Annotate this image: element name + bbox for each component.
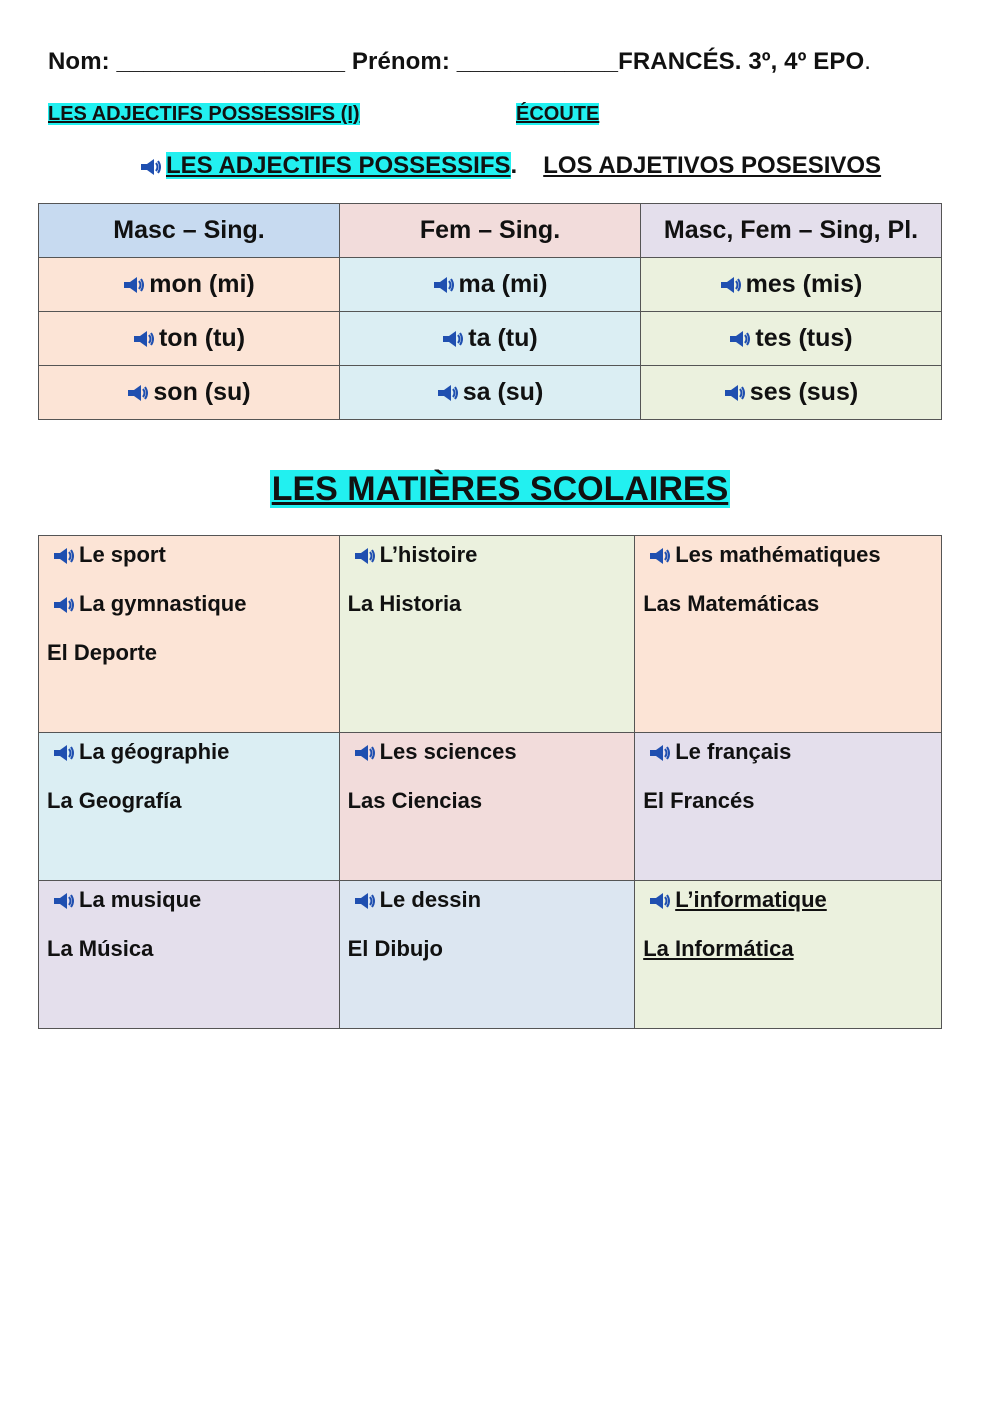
list-item[interactable] <box>47 540 331 589</box>
possessives-table <box>38 203 942 420</box>
word-text: sa (su) <box>462 378 544 406</box>
speaker-icon[interactable] <box>442 330 466 348</box>
course-period: . <box>864 48 872 75</box>
subject-francais <box>635 733 942 881</box>
table-row <box>39 366 942 420</box>
speaker-icon[interactable] <box>53 744 77 762</box>
list-item[interactable] <box>643 885 933 934</box>
speaker-icon[interactable] <box>433 276 457 294</box>
speaker-icon[interactable] <box>729 330 753 348</box>
speaker-icon[interactable] <box>133 330 157 348</box>
list-item[interactable] <box>643 540 933 589</box>
cell-ton[interactable] <box>39 312 340 366</box>
subject-histoire <box>339 536 635 733</box>
subjects-table <box>38 535 942 1029</box>
subject-es: El Deporte <box>47 640 158 665</box>
cell-mes[interactable] <box>641 258 942 312</box>
subject-fr: La géographie <box>79 739 230 764</box>
subject-es: La Informática <box>643 936 794 961</box>
word-text: mes (mis) <box>745 270 863 298</box>
header-fem-sing: Fem – Sing. <box>340 204 641 258</box>
subject-fr: La musique <box>79 887 202 912</box>
word-text: mon (mi) <box>149 270 255 298</box>
speaker-icon[interactable] <box>140 158 164 176</box>
possessives-title-fr: LES ADJECTIFS POSSESSIFS <box>166 152 511 179</box>
word-text: son (su) <box>153 378 251 406</box>
lesson-title <box>48 103 360 126</box>
subject-fr: Le dessin <box>379 887 482 912</box>
possessives-title-dot: . <box>510 152 518 179</box>
word-text: tes (tus) <box>755 324 853 352</box>
subjects-title-text: LES MATIÈRES SCOLAIRES <box>271 470 729 508</box>
speaker-icon[interactable] <box>354 744 378 762</box>
possessives-title-es: LOS ADJETIVOS POSESIVOS <box>543 152 882 179</box>
table-row <box>39 881 942 1029</box>
speaker-icon[interactable] <box>354 892 378 910</box>
table-row <box>39 733 942 881</box>
cell-tes[interactable] <box>641 312 942 366</box>
cell-ses[interactable] <box>641 366 942 420</box>
speaker-icon[interactable] <box>127 384 151 402</box>
subject-fr: Le sport <box>79 542 166 567</box>
word-text: ta (tu) <box>468 324 538 352</box>
header-masc-sing: Masc – Sing. <box>39 204 340 258</box>
list-item[interactable] <box>348 885 627 934</box>
cell-ma[interactable] <box>340 258 641 312</box>
subject-sciences <box>339 733 635 881</box>
speaker-icon[interactable] <box>649 744 673 762</box>
list-item[interactable] <box>47 589 331 638</box>
subject-es: La Historia <box>347 591 462 616</box>
cell-ta[interactable] <box>340 312 641 366</box>
list-item[interactable] <box>348 540 627 589</box>
table-row <box>39 536 942 733</box>
word-text: ma (mi) <box>458 270 548 298</box>
speaker-icon[interactable] <box>354 547 378 565</box>
cell-son[interactable] <box>39 366 340 420</box>
speaker-icon[interactable] <box>724 384 748 402</box>
subject-maths <box>635 536 942 733</box>
table-row <box>39 258 942 312</box>
subject-es: El Dibujo <box>347 936 443 961</box>
subject-geographie <box>39 733 340 881</box>
possessives-heading <box>140 152 881 180</box>
subject-es: La Geografía <box>47 788 182 813</box>
header-plural: Masc, Fem – Sing, Pl. <box>641 204 942 258</box>
subjects-title <box>0 470 1000 509</box>
subject-es: Las Ciencias <box>347 788 483 813</box>
speaker-icon[interactable] <box>720 276 744 294</box>
subject-fr: L’histoire <box>379 542 478 567</box>
lesson-title-text: LES ADJECTIFS POSSESSIFS (I) <box>48 103 360 125</box>
table-row <box>39 312 942 366</box>
speaker-icon[interactable] <box>53 892 77 910</box>
speaker-icon[interactable] <box>53 596 77 614</box>
subject-fr: Les mathématiques <box>675 542 881 567</box>
subject-es: La Música <box>47 936 154 961</box>
subject-es: El Francés <box>643 788 755 813</box>
list-item[interactable] <box>643 737 933 786</box>
subject-musique <box>39 881 340 1029</box>
subject-es: Las Matemáticas <box>643 591 820 616</box>
first-name-field[interactable]: Prénom: ____________ <box>351 48 619 75</box>
list-item[interactable] <box>47 737 331 786</box>
subject-informatique <box>635 881 942 1029</box>
word-text: ses (sus) <box>749 378 859 406</box>
speaker-icon[interactable] <box>437 384 461 402</box>
subject-fr: Le français <box>675 739 792 764</box>
list-item[interactable] <box>348 737 627 786</box>
speaker-icon[interactable] <box>123 276 147 294</box>
listen-label[interactable] <box>516 103 599 126</box>
subject-fr: La gymnastique <box>79 591 247 616</box>
subject-dessin <box>339 881 635 1029</box>
speaker-icon[interactable] <box>649 547 673 565</box>
subject-fr: Les sciences <box>379 739 517 764</box>
name-field[interactable]: Nom: _________________ <box>48 48 346 75</box>
word-text: ton (tu) <box>158 324 246 352</box>
subject-fr: L’informatique <box>675 887 827 912</box>
table-header-row <box>39 204 942 258</box>
header-line <box>48 48 958 76</box>
list-item[interactable] <box>47 885 331 934</box>
cell-sa[interactable] <box>340 366 641 420</box>
speaker-icon[interactable] <box>53 547 77 565</box>
subject-sport <box>39 536 340 733</box>
cell-mon[interactable] <box>39 258 340 312</box>
course-label: FRANCÉS. 3º, 4º EPO <box>618 48 865 75</box>
speaker-icon[interactable] <box>649 892 673 910</box>
listen-text[interactable]: ÉCOUTE <box>516 103 600 125</box>
